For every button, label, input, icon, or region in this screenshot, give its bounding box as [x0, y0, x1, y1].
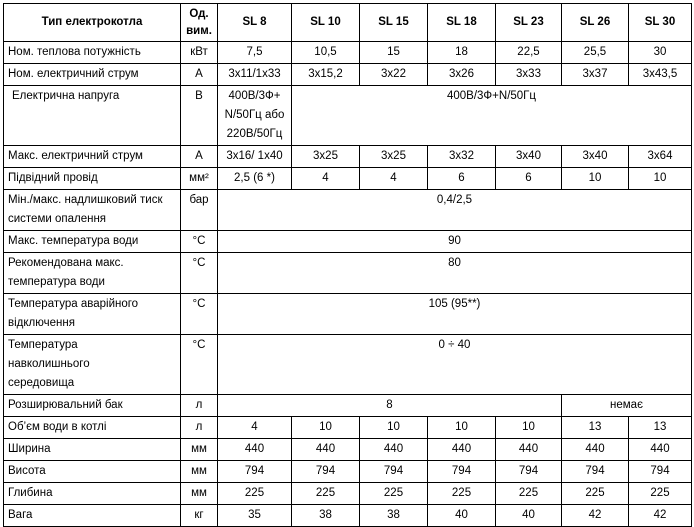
row-unit: А	[181, 146, 218, 168]
cell-value: 225	[496, 483, 562, 505]
row-label: Підвідний провід	[4, 168, 181, 190]
cell-value: 15	[360, 42, 428, 64]
cell-value: 3х25	[292, 146, 360, 168]
cell-value: 13	[629, 417, 692, 439]
cell-value-merged: 8	[218, 395, 562, 417]
row-depth	[4, 483, 692, 505]
row-weight	[4, 505, 692, 527]
row-label: Температура аварійного відключення	[4, 294, 181, 335]
cell-value: 3х37	[562, 64, 629, 86]
row-exp-tank	[4, 395, 692, 417]
cell-value: 38	[292, 505, 360, 527]
cell-value: 10	[292, 417, 360, 439]
cell-value: 40	[428, 505, 496, 527]
row-label: Ном. електричний струм	[4, 64, 181, 86]
row-unit: кг	[181, 505, 218, 527]
cell-value: 794	[496, 461, 562, 483]
cell-value: 3х64	[629, 146, 692, 168]
cell-value: 3х33	[496, 64, 562, 86]
cell-value: 35	[218, 505, 292, 527]
cell-value: 3х40	[496, 146, 562, 168]
boiler-spec-table	[3, 3, 692, 527]
cell-value: 3х43,5	[629, 64, 692, 86]
cell-value: 440	[562, 439, 629, 461]
row-label: Температура навколишнього середовища	[4, 335, 181, 395]
cell-value: 794	[629, 461, 692, 483]
row-unit: °С	[181, 231, 218, 253]
row-water-volume	[4, 417, 692, 439]
cell-value: 440	[496, 439, 562, 461]
row-unit: л	[181, 395, 218, 417]
cell-value: 794	[218, 461, 292, 483]
cell-value: 440	[360, 439, 428, 461]
cell-value: 440	[629, 439, 692, 461]
cell-value: 6	[496, 168, 562, 190]
cell-value-merged: немає	[562, 395, 692, 417]
cell-value: 3х25	[360, 146, 428, 168]
cell-value: 3х32	[428, 146, 496, 168]
cell-value: 4	[360, 168, 428, 190]
row-unit: °С	[181, 335, 218, 395]
row-pressure	[4, 190, 692, 231]
row-label: Розширювальний бак	[4, 395, 181, 417]
cell-value: 10,5	[292, 42, 360, 64]
row-height	[4, 461, 692, 483]
cell-value: 3х16/ 1х40	[218, 146, 292, 168]
header-type: Тип електрокотла	[4, 4, 181, 42]
row-unit: кВт	[181, 42, 218, 64]
cell-value: 400В/3Ф+ N/50Гц або 220В/50Гц	[218, 86, 292, 146]
header-model: SL 18	[428, 4, 496, 42]
header-row	[4, 4, 692, 42]
row-heat-power	[4, 42, 692, 64]
cell-value: 10	[496, 417, 562, 439]
cell-value: 225	[562, 483, 629, 505]
row-label: Висота	[4, 461, 181, 483]
header-model: SL 23	[496, 4, 562, 42]
cell-value: 3х22	[360, 64, 428, 86]
cell-value: 794	[562, 461, 629, 483]
row-label: Ном. теплова потужність	[4, 42, 181, 64]
cell-value: 225	[428, 483, 496, 505]
row-alarm-temp	[4, 294, 692, 335]
header-model: SL 30	[629, 4, 692, 42]
row-label: Глибина	[4, 483, 181, 505]
cell-value: 22,5	[496, 42, 562, 64]
row-max-current	[4, 146, 692, 168]
cell-value: 3х15,2	[292, 64, 360, 86]
cell-value-merged: 80	[218, 253, 692, 294]
cell-value: 10	[428, 417, 496, 439]
cell-value: 225	[218, 483, 292, 505]
row-label: Мін./макс. надлишковий тиск системи опалення	[4, 190, 181, 231]
row-unit: °С	[181, 294, 218, 335]
row-wire	[4, 168, 692, 190]
row-unit: мм	[181, 439, 218, 461]
row-label: Ширина	[4, 439, 181, 461]
row-unit: В	[181, 86, 218, 146]
row-unit: мм	[181, 483, 218, 505]
cell-value: 6	[428, 168, 496, 190]
cell-value: 440	[428, 439, 496, 461]
row-label: Рекомендована макс. температура води	[4, 253, 181, 294]
cell-value: 7,5	[218, 42, 292, 64]
cell-value-merged: 400В/3Ф+N/50Гц	[292, 86, 692, 146]
row-unit: бар	[181, 190, 218, 231]
cell-value: 3х26	[428, 64, 496, 86]
cell-value: 794	[360, 461, 428, 483]
cell-value: 3х40	[562, 146, 629, 168]
cell-value: 40	[496, 505, 562, 527]
header-model: SL 26	[562, 4, 629, 42]
cell-value: 25,5	[562, 42, 629, 64]
header-unit: Од. вим.	[181, 4, 218, 42]
row-max-temp	[4, 231, 692, 253]
header-model: SL 15	[360, 4, 428, 42]
row-el-current	[4, 64, 692, 86]
header-model: SL 8	[218, 4, 292, 42]
cell-value: 3х11/1х33	[218, 64, 292, 86]
cell-value: 30	[629, 42, 692, 64]
cell-value: 2,5 (6 *)	[218, 168, 292, 190]
cell-value: 10	[360, 417, 428, 439]
cell-value: 4	[292, 168, 360, 190]
cell-value: 42	[629, 505, 692, 527]
cell-value: 794	[292, 461, 360, 483]
cell-value: 42	[562, 505, 629, 527]
row-label: Вага	[4, 505, 181, 527]
cell-value-merged: 105 (95**)	[218, 294, 692, 335]
cell-value: 18	[428, 42, 496, 64]
cell-value-merged: 0 ÷ 40	[218, 335, 692, 395]
row-label: Макс. електричний струм	[4, 146, 181, 168]
row-ambient-temp	[4, 335, 692, 395]
cell-value: 38	[360, 505, 428, 527]
cell-value: 10	[629, 168, 692, 190]
header-model: SL 10	[292, 4, 360, 42]
row-label: Макс. температура води	[4, 231, 181, 253]
row-unit: мм²	[181, 168, 218, 190]
row-rec-temp	[4, 253, 692, 294]
cell-value: 794	[428, 461, 496, 483]
row-unit: мм	[181, 461, 218, 483]
row-label: Об’єм води в котлі	[4, 417, 181, 439]
cell-value: 225	[360, 483, 428, 505]
cell-value: 225	[629, 483, 692, 505]
row-unit: °С	[181, 253, 218, 294]
row-unit: л	[181, 417, 218, 439]
cell-value: 225	[292, 483, 360, 505]
row-voltage	[4, 86, 692, 146]
row-width	[4, 439, 692, 461]
cell-value: 4	[218, 417, 292, 439]
row-label: Електрична напруга	[4, 86, 181, 146]
cell-value: 440	[218, 439, 292, 461]
cell-value: 13	[562, 417, 629, 439]
cell-value-merged: 90	[218, 231, 692, 253]
row-unit: А	[181, 64, 218, 86]
cell-value: 10	[562, 168, 629, 190]
cell-value: 440	[292, 439, 360, 461]
cell-value-merged: 0,4/2,5	[218, 190, 692, 231]
